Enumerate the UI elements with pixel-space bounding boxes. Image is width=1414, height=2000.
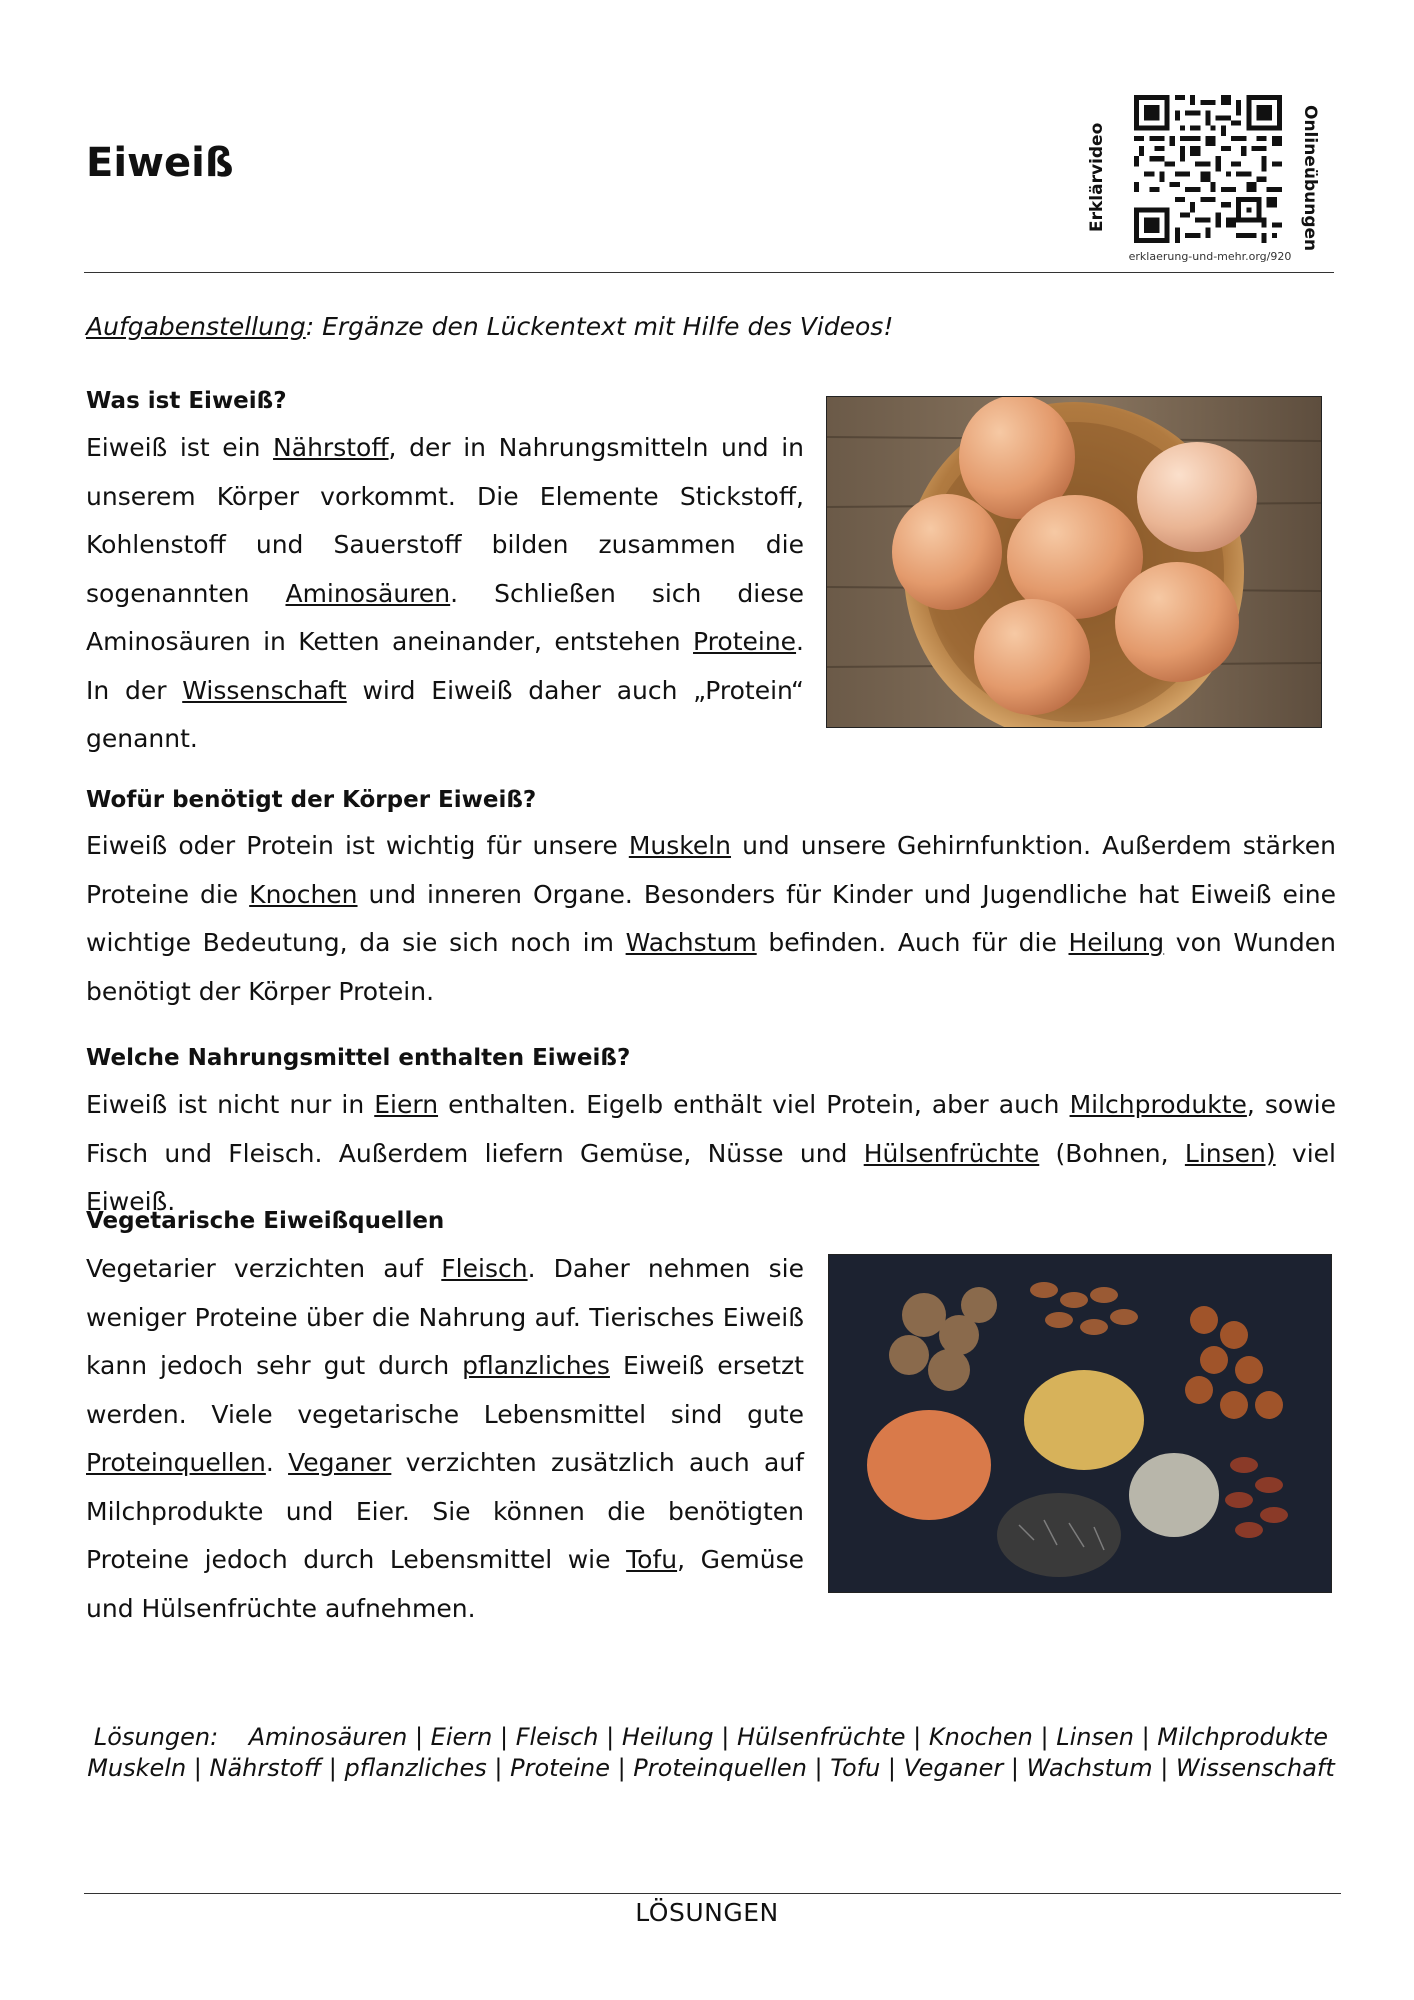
- footer-label: LÖSUNGEN: [635, 1898, 779, 1927]
- gap-answer: Muskeln: [628, 831, 732, 860]
- section-text-why-needed: Eiweiß oder Protein ist wichtig für unsere Muskeln und unsere Gehirnfunktion. Außerdem stärken Proteine die Knochen und inneren Organe. Besonders für Kinder und Jugendliche hat Eiweiß eine wichtige Bedeutung, da sie sich noch im Wachstum befinden. Auch für die Heilung von Wunden benötigt der Körper Protein.: [86, 831, 1336, 1006]
- solutions-list: [86, 1722, 1336, 1784]
- gap-answer: Nährstoff: [273, 433, 389, 462]
- gap-answer: Aminosäuren: [285, 578, 451, 608]
- eggs-in-bowl-image: [826, 396, 1322, 728]
- gap-answer: Knochen: [249, 879, 358, 909]
- section-heading-vegetarian: Vegetarische Eiweißquellen: [86, 1208, 445, 1234]
- gap-answer: Proteine: [693, 627, 797, 656]
- page-title: Eiweiß: [86, 140, 234, 186]
- gap-answer: Wissenschaft: [182, 675, 347, 705]
- section-heading-foods: Welche Nahrungsmittel enthalten Eiweiß?: [86, 1045, 631, 1071]
- gap-answer: Hülsenfrüchte: [863, 1138, 1040, 1168]
- section-text-vegetarian: Vegetarier verzichten auf Fleisch. Daher nehmen sie weniger Proteine über die Nahrung auf. Tierisches Eiweiß kann jedoch sehr gut durch pflanzliches Eiweiß ersetzt werden. Viele vegetarische Lebensmittel sind gute Proteinquellen. Veganer verzichten zusätzlich auch auf Milchprodukte und Eier. Sie können die benötigten Proteine jedoch durch Lebensmittel wie Tofu, Gemüse und Hülsenfrüchte aufnehmen.: [86, 1254, 804, 1623]
- gap-answer: Eiern: [374, 1090, 439, 1119]
- section-text-what-is-protein: Eiweiß ist ein Nährstoff, der in Nahrungsmitteln und in unserem Körper vorkommt. Die Elemente Stickstoff, Kohlenstoff und Sauerstoff bilden zusammen die sogenannten Aminosäuren. Schließen sich diese Aminosäuren in Ketten aneinander, entstehen Proteine. In der Wissenschaft wird Eiweiß daher auch „Protein“ genannt.: [86, 433, 805, 753]
- gap-answer: pflanzliches: [462, 1351, 610, 1380]
- gap-answer: Fleisch: [441, 1254, 528, 1283]
- gap-answer: Milchprodukte: [1069, 1090, 1247, 1119]
- task-text: : Ergänze den Lückentext mit Hilfe des Videos!: [305, 312, 894, 341]
- section-text-foods: Eiweiß ist nicht nur in Eiern enthalten. Eigelb enthält viel Protein, aber auch Milchprodukte, sowie Fisch und Fleisch. Außerdem liefern Gemüse, Nüsse und Hülsenfrüchte (Bohnen, Linsen) viel Eiweiß.: [86, 1090, 1336, 1216]
- qr-code-icon[interactable]: [1134, 95, 1282, 243]
- gap-answer: Proteinquellen: [86, 1448, 266, 1477]
- qr-url[interactable]: erklaerung-und-mehr.org/920: [1128, 250, 1292, 263]
- section-heading-what-is-protein: Was ist Eiweiß?: [86, 388, 287, 414]
- task-label: Aufgabenstellung: [86, 312, 306, 341]
- footer-divider: [84, 1893, 1341, 1894]
- gap-answer: Heilung: [1068, 928, 1165, 957]
- section-heading-why-needed: Wofür benötigt der Körper Eiweiß?: [86, 787, 537, 813]
- gap-answer: Veganer: [288, 1448, 392, 1477]
- qr-label-exercises: Onlineübungen: [1300, 105, 1320, 252]
- nuts-and-legumes-image: [828, 1254, 1332, 1593]
- header-divider: [84, 272, 1334, 273]
- gap-answer: Tofu: [626, 1545, 678, 1574]
- solutions-row-1: Lösungen: Aminosäuren | Eiern | Fleisch | Heilung | Hülsenfrüchte | Knochen | Linsen | Milchprodukte: [93, 1723, 1329, 1751]
- qr-label-video: Erklärvideo: [1087, 122, 1107, 232]
- gap-answer: Linsen): [1184, 1138, 1276, 1168]
- task-instruction: [86, 312, 893, 341]
- solutions-row-2: Muskeln | Nährstoff | pflanzliches | Proteine | Proteinquellen | Tofu | Veganer | Wachstum | Wissenschaft: [87, 1754, 1335, 1782]
- gap-answer: Wachstum: [625, 928, 757, 957]
